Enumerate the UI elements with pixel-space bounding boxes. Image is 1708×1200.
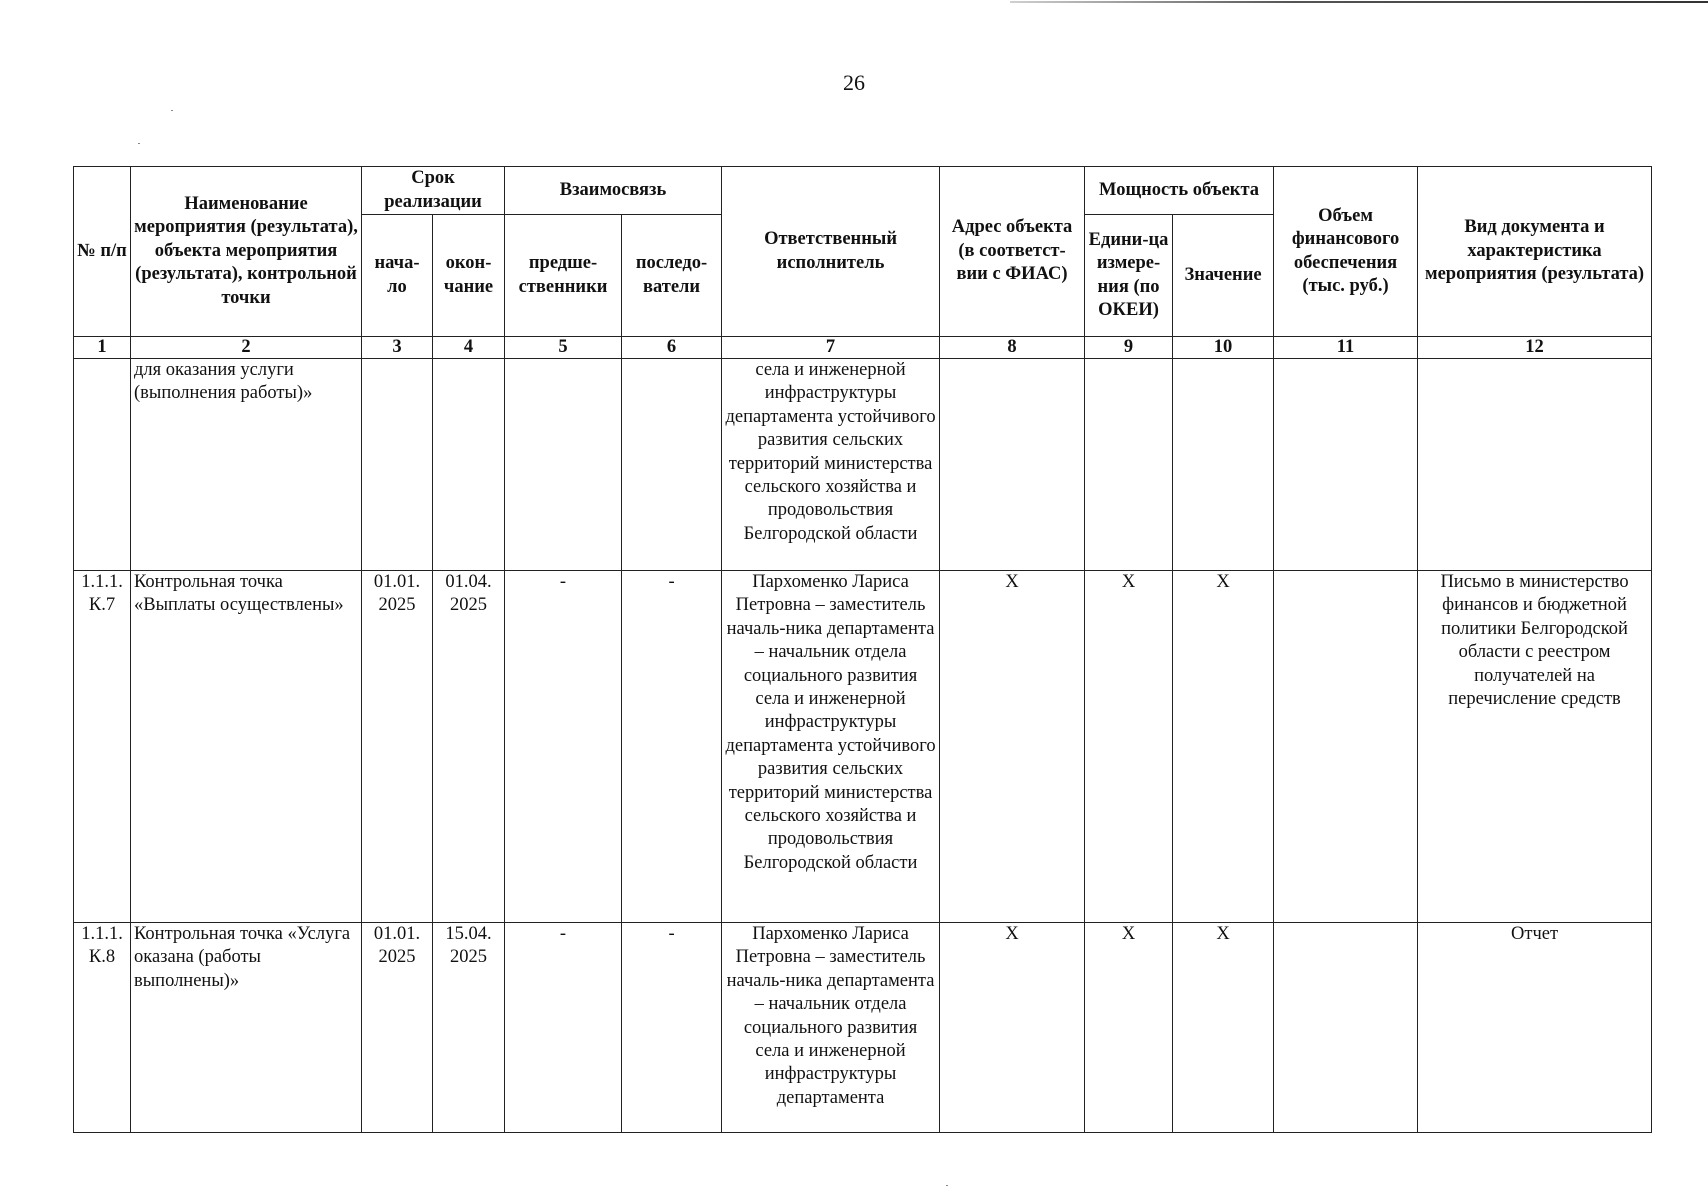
column-number: 6 [622, 337, 722, 359]
plan-table [73, 166, 1652, 1133]
header-responsible: Ответственный исполнитель [722, 167, 940, 337]
header-value: Значение [1173, 215, 1274, 337]
column-number: 4 [433, 337, 505, 359]
cell-name: для оказания услуги (выполнения работы)» [131, 359, 362, 571]
cell-value: Х [1173, 571, 1274, 923]
cell-unit: Х [1085, 571, 1173, 923]
cell-next: - [622, 571, 722, 923]
cell-prev [505, 359, 622, 571]
header-term: Срок реализации [362, 167, 505, 215]
top-scan-rule [1010, 1, 1708, 3]
cell-num: 1.1.1. К.8 [74, 923, 131, 1133]
cell-value: Х [1173, 923, 1274, 1133]
cell-num [74, 359, 131, 571]
table-row [74, 571, 1652, 923]
cell-next: - [622, 923, 722, 1133]
cell-end: 15.04. 2025 [433, 923, 505, 1133]
cell-prev: - [505, 571, 622, 923]
table-row [74, 923, 1652, 1133]
table-row [74, 359, 1652, 571]
cell-name: Контрольная точка «Услуга оказана (работы выполнены)» [131, 923, 362, 1133]
header-name: Наименование мероприятия (результата), объекта мероприятия (результата), контрольной точки [131, 167, 362, 337]
column-number: 7 [722, 337, 940, 359]
header-unit: Едини-ца измере-ния (по ОКЕИ) [1085, 215, 1173, 337]
column-number: 10 [1173, 337, 1274, 359]
column-number-row [74, 337, 1652, 359]
cell-end [433, 359, 505, 571]
header-address: Адрес объекта (в соответст-вии с ФИАС) [940, 167, 1085, 337]
header-term-start: нача-ло [362, 215, 433, 337]
cell-name: Контрольная точка «Выплаты осуществлены» [131, 571, 362, 923]
column-number: 2 [131, 337, 362, 359]
header-link-prev: предше-ственники [505, 215, 622, 337]
cell-address [940, 359, 1085, 571]
cell-finance [1274, 571, 1418, 923]
cell-prev: - [505, 923, 622, 1133]
cell-unit [1085, 359, 1173, 571]
header-link: Взаимосвязь [505, 167, 722, 215]
scan-speck [171, 110, 173, 111]
cell-address: Х [940, 571, 1085, 923]
cell-doc: Письмо в министерство финансов и бюджетной политики Белгородской области с реестром получателей на перечисление средств [1418, 571, 1652, 923]
column-number: 1 [74, 337, 131, 359]
cell-next [622, 359, 722, 571]
header-finance: Объем финансового обеспечения (тыс. руб.) [1274, 167, 1418, 337]
column-number: 3 [362, 337, 433, 359]
cell-finance [1274, 923, 1418, 1133]
header-doc: Вид документа и характеристика мероприятия (результата) [1418, 167, 1652, 337]
column-number: 8 [940, 337, 1085, 359]
cell-start: 01.01. 2025 [362, 571, 433, 923]
cell-responsible: Пархоменко Лариса Петровна – заместитель началь-ника департамента – начальник отдела социального развития села и инженерной инфраструктуры департамента устойчивого развития сельских территорий министерства сельского хозяйства и продовольствия Белгородской области [722, 571, 940, 923]
cell-start [362, 359, 433, 571]
scan-speck [946, 1185, 948, 1186]
header-num: № п/п [74, 167, 131, 337]
column-number: 5 [505, 337, 622, 359]
cell-end: 01.04. 2025 [433, 571, 505, 923]
cell-start: 01.01. 2025 [362, 923, 433, 1133]
header-capacity: Мощность объекта [1085, 167, 1274, 215]
cell-finance [1274, 359, 1418, 571]
scan-speck [138, 143, 140, 144]
cell-doc: Отчет [1418, 923, 1652, 1133]
cell-num: 1.1.1. К.7 [74, 571, 131, 923]
cell-responsible: села и инженерной инфраструктуры департамента устойчивого развития сельских территорий министерства сельского хозяйства и продовольствия Белгородской области [722, 359, 940, 571]
cell-responsible: Пархоменко Лариса Петровна – заместитель началь-ника департамента – начальник отдела социального развития села и инженерной инфраструктуры департамента [722, 923, 940, 1133]
cell-unit: Х [1085, 923, 1173, 1133]
cell-address: Х [940, 923, 1085, 1133]
page-number: 26 [843, 70, 865, 95]
header-row-top [74, 167, 1652, 215]
column-number: 9 [1085, 337, 1173, 359]
header-term-end: окон-чание [433, 215, 505, 337]
cell-value [1173, 359, 1274, 571]
header-link-next: последо-ватели [622, 215, 722, 337]
column-number: 12 [1418, 337, 1652, 359]
cell-doc [1418, 359, 1652, 571]
column-number: 11 [1274, 337, 1418, 359]
